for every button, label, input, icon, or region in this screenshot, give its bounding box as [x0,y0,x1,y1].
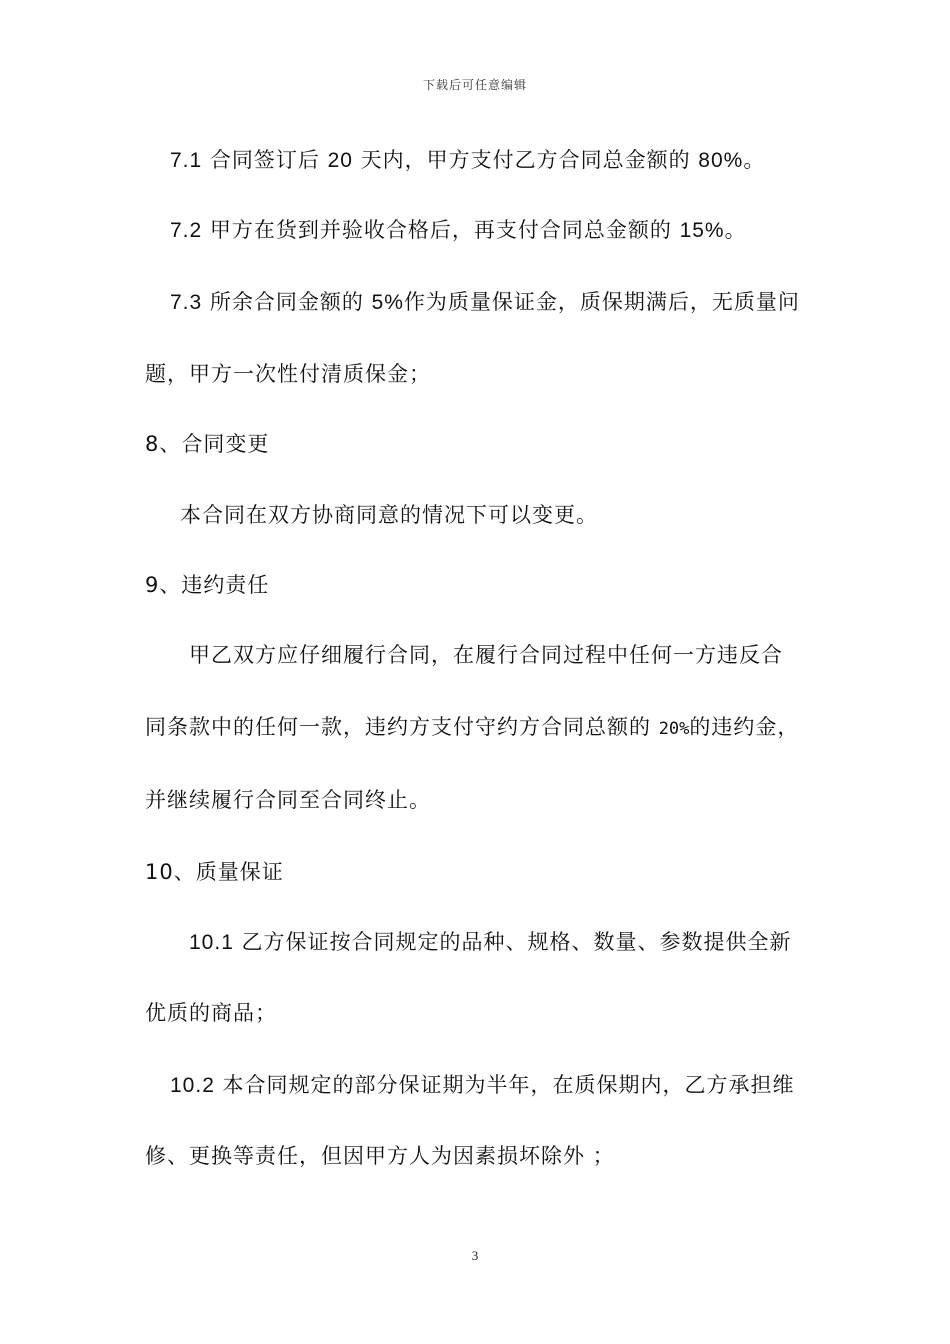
clause-10-2 [170,1071,795,1100]
section-9-heading: 9、违约责任 [145,573,270,597]
header-note: 下载后可任意编辑 [422,78,527,92]
clause-text: 甲方在货到并验收合格后，再支付合同总金额的 [202,218,680,242]
clause-days: 20 [327,149,353,172]
section-8-body: 本合同在双方协商同意的情况下可以变更。 [180,503,598,527]
clause-text: 作为质量保证金，质保期满后，无质量问 [403,290,800,314]
clause-text: 所余合同金额的 [202,290,372,314]
clause-number: 7.3 [170,291,203,314]
clause-7-2 [170,216,747,245]
section-8-heading: 8、合同变更 [145,432,270,456]
clause-number: 10.2 [170,1074,215,1097]
section-9-text: 的违约金， [689,715,800,739]
clause-percent: 5% [371,291,404,314]
clause-text: 乙方保证按合同规定的品种、规格、数量、参数提供全新 [233,930,792,954]
clause-text: 。 [743,148,766,172]
clause-number: 10.1 [189,931,234,954]
clause-percent: 80% [698,149,744,172]
clause-text: 本合同规定的部分保证期为半年，在质保期内，乙方承担维 [214,1073,795,1097]
clause-percent: 15% [679,219,725,242]
clause-number: 7.1 [170,149,203,172]
clause-7-3-continued: 题，甲方一次性付清质保金； [145,362,431,386]
clause-7-3 [170,288,800,317]
section-9-line-1: 甲乙双方应仔细履行合同，在履行合同过程中任何一方违反合 [189,643,783,667]
penalty-percent: 20% [658,719,690,739]
clause-number: 7.2 [170,219,203,242]
clause-10-1 [189,928,792,957]
section-9-text: 同条款中的任何一款，违约方支付守约方合同总额的 [145,715,659,739]
clause-7-1 [170,146,765,175]
clause-text: 。 [724,218,747,242]
section-9-line-2 [145,713,799,743]
section-10-heading: 10、质量保证 [145,860,284,884]
clause-10-1-continued: 优质的商品； [145,1001,277,1025]
page-number: 3 [471,1248,479,1263]
section-9-line-3: 并继续履行合同至合同终止。 [145,788,431,812]
clause-text: 合同签订后 [202,148,328,172]
clause-text: 天内，甲方支付乙方合同总金额的 [352,148,699,172]
clause-10-2-continued: 修、更换等责任，但因甲方人为因素损坏除外 ； [145,1144,615,1168]
